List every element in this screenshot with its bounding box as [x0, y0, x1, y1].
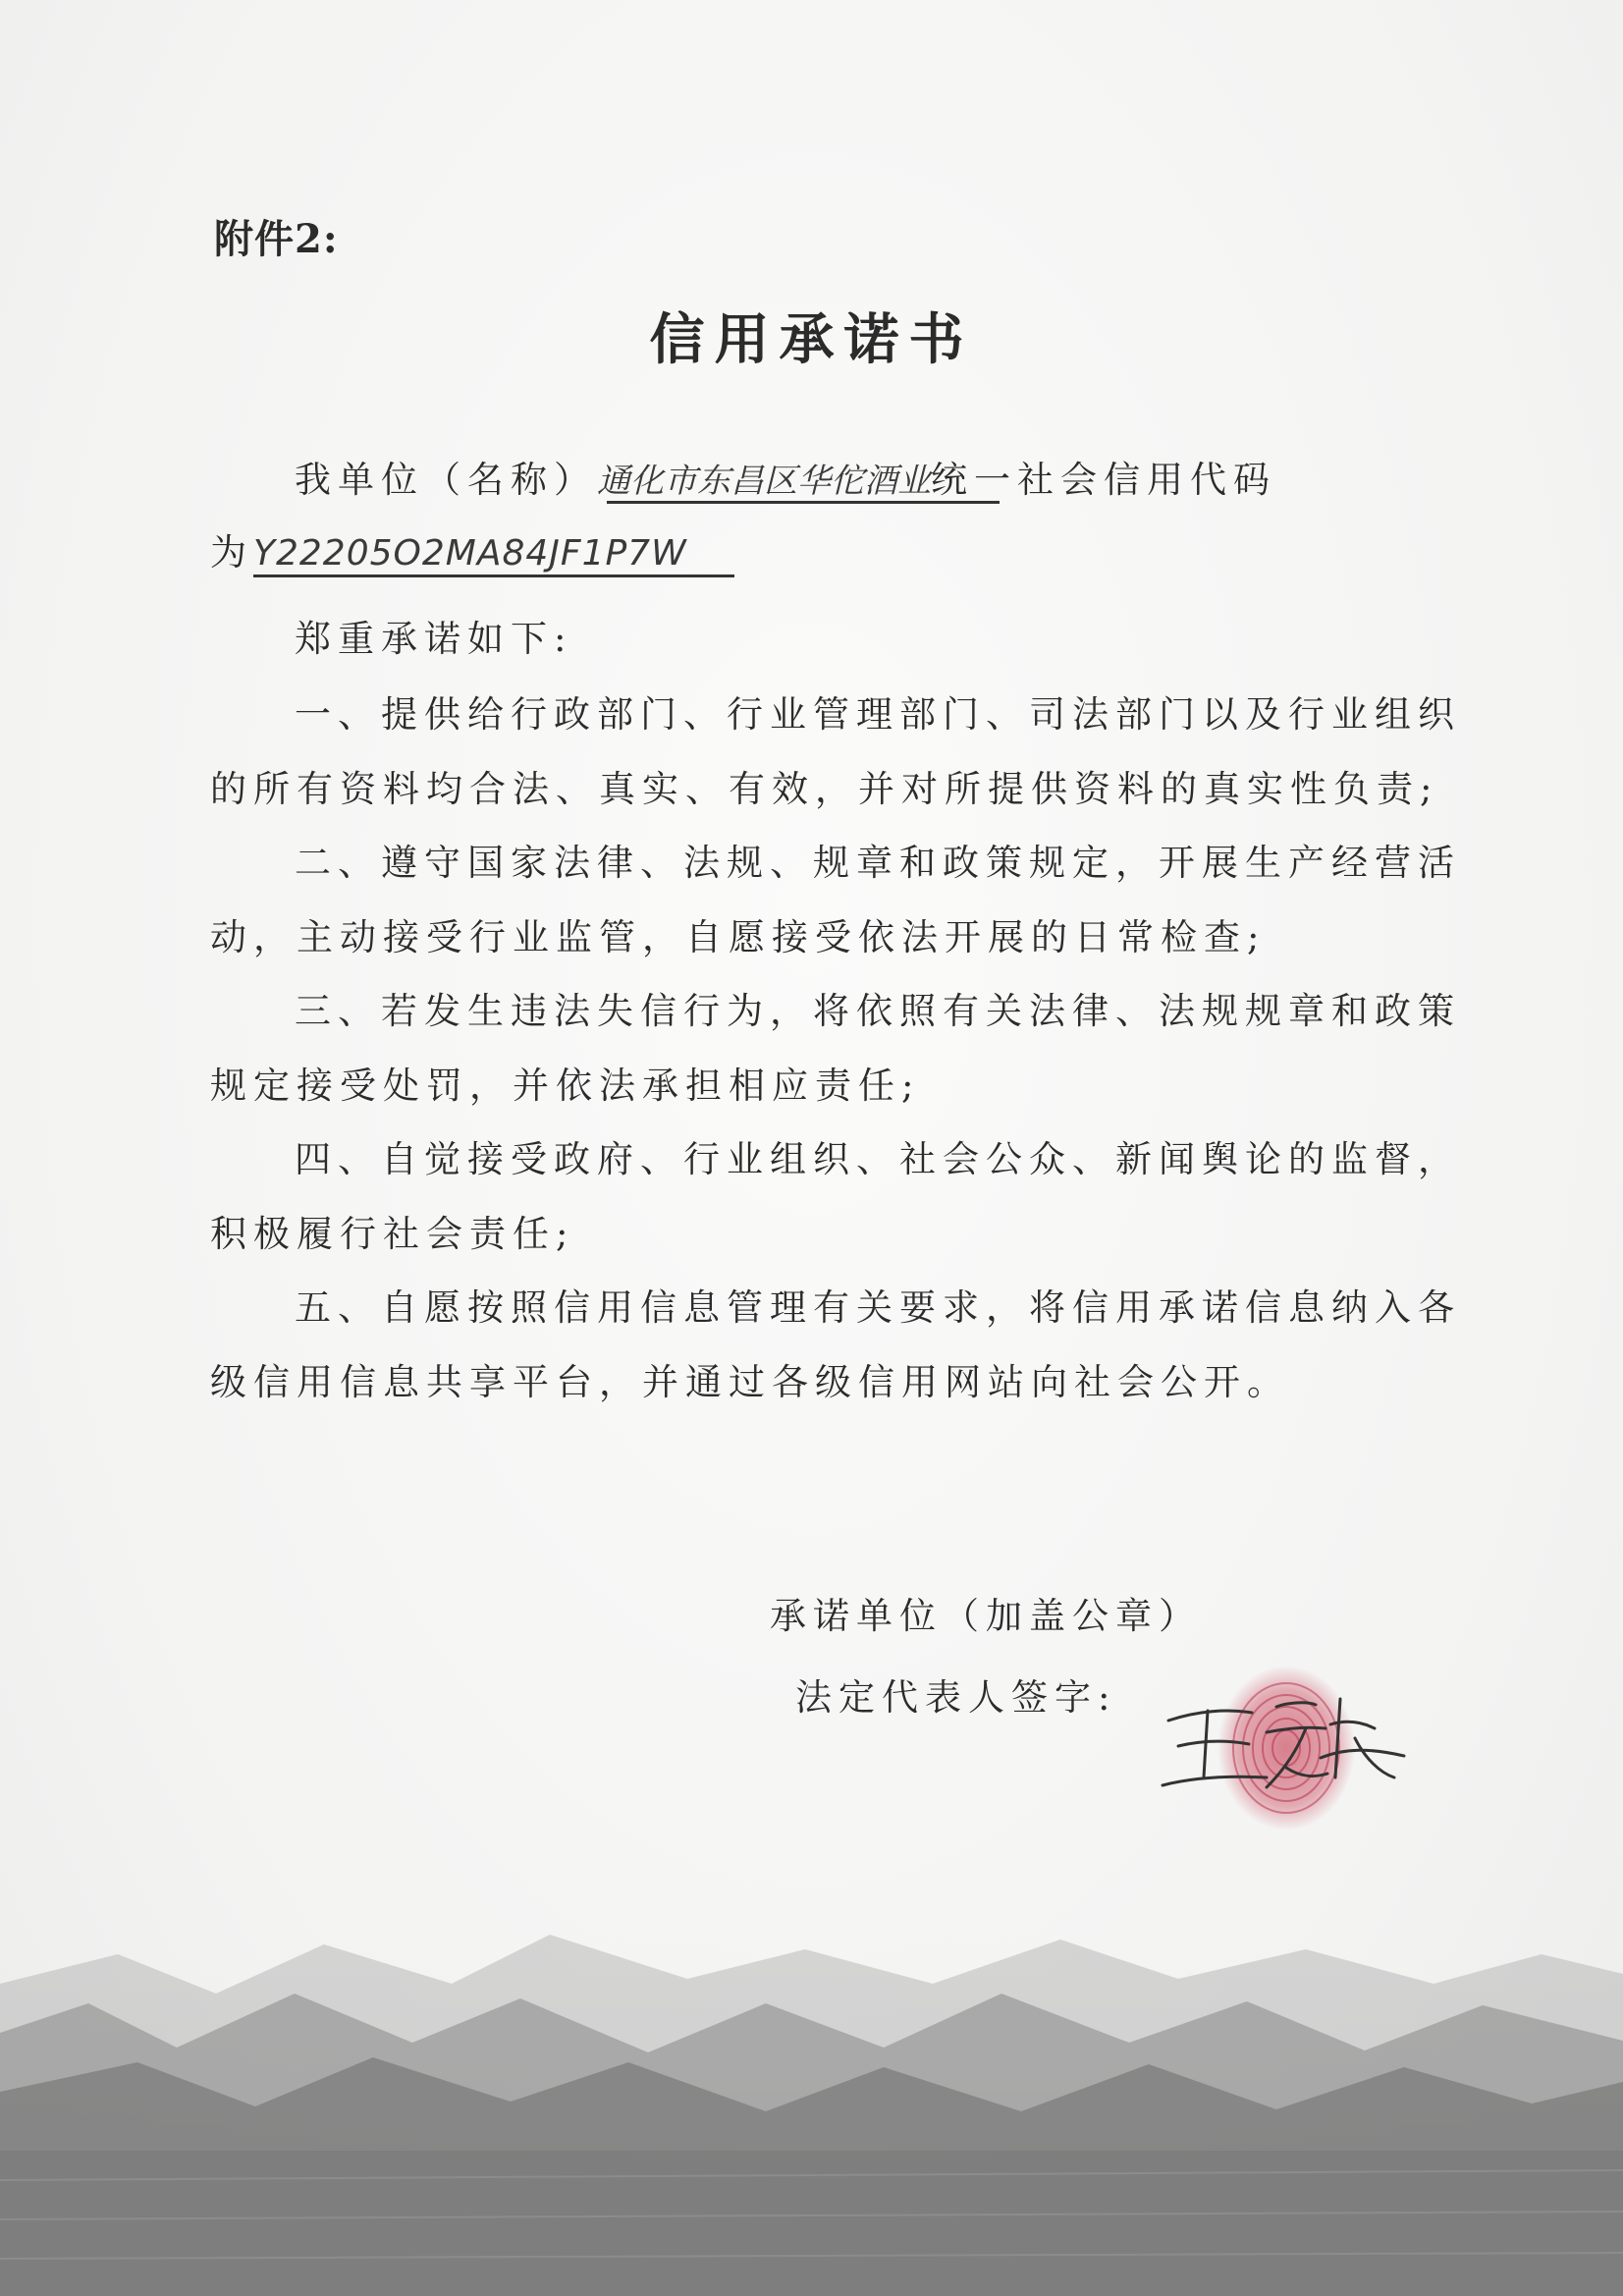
stamp-label: 承诺单位（加盖公章）	[770, 1595, 1202, 1637]
unit-name-handwritten: 通化市东昌区华佗酒业	[597, 462, 931, 501]
clause-4-line-2: 积极履行社会责任;	[210, 1213, 575, 1255]
signature-area	[1159, 1630, 1414, 1846]
intro-prefix: 我单位（名称）	[295, 459, 597, 501]
intro-suffix: 统一社会信用代码	[931, 459, 1276, 501]
clause-2-line-2: 动，主动接受行业监管，自愿接受依法开展的日常检查;	[210, 916, 1267, 958]
clause-4-line-1: 四、自觉接受政府、行业组织、社会公众、新闻舆论的监督，	[295, 1138, 1461, 1180]
clause-1-line-2: 的所有资料均合法、真实、有效，并对所提供资料的真实性负责;	[210, 768, 1439, 810]
clause-3-line-2: 规定接受处罚，并依法承担相应责任;	[210, 1065, 921, 1107]
clause-2-line-1: 二、遵守国家法律、法规、规章和政策规定，开展生产经营活	[295, 842, 1461, 884]
attachment-label: 附件2:	[214, 216, 339, 262]
clause-3-line-1: 三、若发生违法失信行为，将依照有关法律、法规规章和政策	[295, 990, 1461, 1032]
code-prefix: 为	[210, 531, 253, 574]
credit-code-underline	[253, 574, 734, 577]
document-title: 信用承诺书	[649, 307, 974, 372]
intro-line	[295, 450, 1276, 503]
clause-5-line-1: 五、自愿按照信用信息管理有关要求，将信用承诺信息纳入各	[295, 1286, 1461, 1329]
signature-label: 法定代表人签字:	[795, 1676, 1117, 1719]
commitment-lead: 郑重承诺如下:	[295, 618, 573, 660]
unit-name-underline	[607, 501, 1000, 504]
clause-1-line-1: 一、提供给行政部门、行业管理部门、司法部门以及行业组织	[295, 693, 1461, 736]
landscape-background-image	[0, 1925, 1623, 2296]
code-line	[210, 522, 687, 575]
fingerprint-seal	[1159, 1630, 1414, 1846]
clause-5-line-2: 级信用信息共享平台，并通过各级信用网站向社会公开。	[210, 1361, 1290, 1403]
credit-code-handwritten: Y22205O2MA84JF1P7W	[253, 533, 687, 574]
